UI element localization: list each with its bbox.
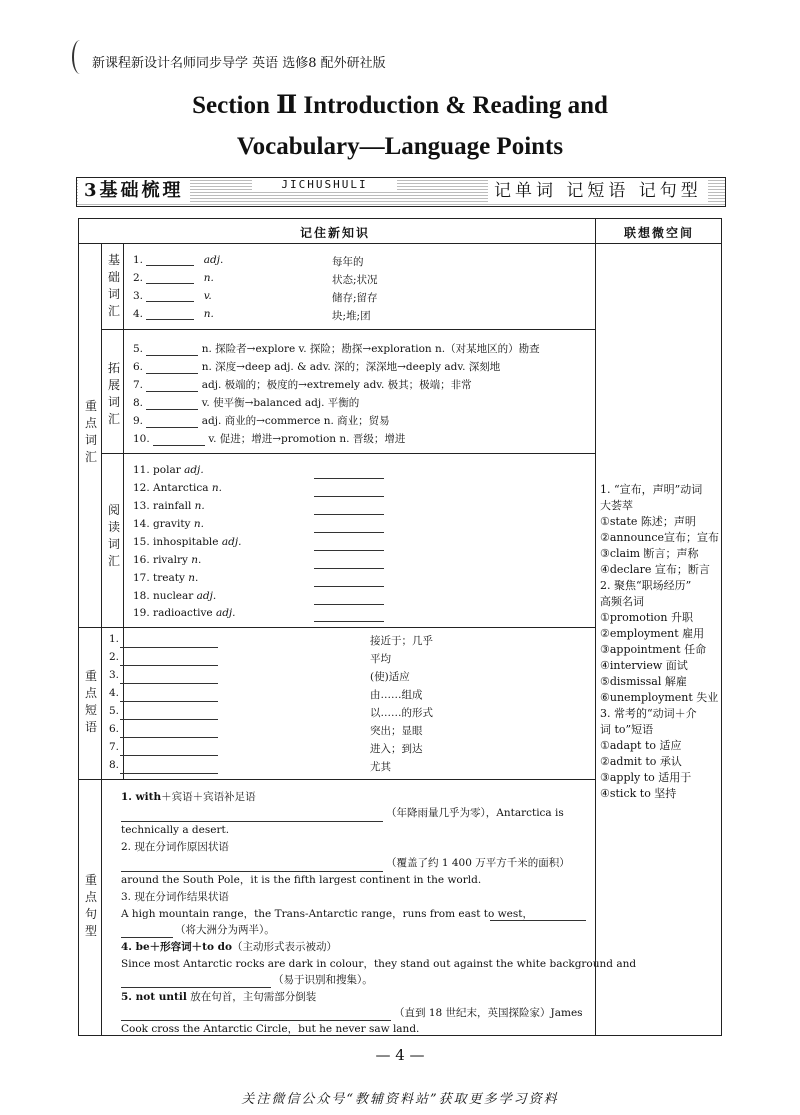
side-note: 高频名词 (600, 595, 644, 608)
phrase-item: 2. (109, 651, 120, 663)
page-number: — 4 — (375, 1046, 425, 1064)
banner-pinyin: JICHUSHULI (252, 178, 397, 192)
reading-item: 12. Antarctica n. (133, 482, 222, 494)
answer-blank[interactable] (121, 987, 271, 988)
answer-blank[interactable] (314, 550, 384, 551)
side-column-header: 联想微空间 (624, 226, 695, 240)
answer-blank[interactable] (146, 373, 198, 374)
side-note: ⑤dismissal 解雇 (600, 675, 687, 688)
phrase-cn: 由……组成 (370, 689, 423, 701)
phrase-item: 1. (109, 633, 120, 645)
sentence-3-head: 3. 现在分词作结果状语 (121, 891, 229, 903)
side-note: 1. “宣布，声明”动词 (600, 483, 703, 496)
basic-item: 4. n. (133, 308, 214, 320)
label-phrases: 重点短语 (84, 669, 97, 734)
side-note: ④interview 面试 (600, 659, 688, 672)
main-column-header: 记住新知识 (300, 226, 371, 240)
section-title-line1: Section Ⅱ Introduction & Reading and (192, 92, 608, 119)
basic-item-cn: 状态;状况 (332, 274, 378, 286)
phrase-cn: 进入；到达 (370, 743, 423, 755)
answer-blank[interactable] (146, 391, 198, 392)
answer-blank[interactable] (314, 586, 384, 587)
phrase-item: 4. (109, 687, 120, 699)
side-note: ③claim 断言；声称 (600, 547, 699, 560)
sentence-3-hint: （将大洲分为两半）。 (175, 924, 275, 936)
label-extend-vocab: 拓展词汇 (107, 361, 120, 426)
answer-blank[interactable] (153, 445, 205, 446)
banner-subtitle: 记单词 记短语 记句型 (488, 179, 708, 203)
side-note: ②announce宣布；宣布 (600, 531, 720, 544)
sentence-2-hint: （覆盖了约 1 400 万平方千米的面积） (386, 857, 570, 869)
answer-blank[interactable] (146, 409, 198, 410)
answer-blank[interactable] (120, 773, 218, 774)
label-sentences: 重点句型 (84, 873, 97, 938)
answer-blank[interactable] (146, 265, 194, 266)
reading-item: 15. inhospitable adj. (133, 536, 242, 548)
label-reading-vocab: 阅读词汇 (107, 503, 120, 568)
answer-blank[interactable] (314, 604, 384, 605)
answer-blank[interactable] (120, 701, 218, 702)
extend-item: 6. n. 深度→deep adj. & adv. 深的；深深地→deeply adv. 深刻地 (133, 361, 501, 373)
side-note: ⑥unemployment 失业 (600, 691, 719, 704)
side-note: ②admit to 承认 (600, 755, 682, 768)
sentence-2-cont: around the South Pole，it is the fifth largest continent in the world. (121, 874, 482, 886)
reading-item: 16. rivalry n. (133, 554, 202, 566)
answer-blank[interactable] (121, 937, 173, 938)
sentence-5-cont: Cook cross the Antarctic Circle，but he never saw land. (121, 1023, 420, 1035)
phrase-item: 3. (109, 669, 120, 681)
sentence-5-hint: （直到 18 世纪末，英国探险家）James (394, 1007, 583, 1019)
phrase-item: 6. (109, 723, 120, 735)
phrase-item: 5. (109, 705, 120, 717)
reading-item: 11. polar adj. (133, 464, 204, 476)
banner-title: 3基础梳理 (78, 179, 190, 203)
footer-note: 关注微信公众号“教辅资料站”获取更多学习资料 (241, 1092, 559, 1107)
side-note: ①adapt to 适应 (600, 739, 682, 752)
reading-item: 19. radioactive adj. (133, 607, 236, 619)
reading-item: 13. rainfall n. (133, 500, 205, 512)
side-note: 2. 聚焦“职场经历” (600, 579, 692, 592)
phrase-item: 8. (109, 759, 120, 771)
sentence-1-hint: （年降雨量几乎为零），Antarctica is (386, 807, 564, 819)
answer-blank[interactable] (120, 665, 218, 666)
running-header: 新课程新设计名师同步导学 英语 选修8 配外研社版 (92, 56, 386, 71)
extend-item: 5. n. 探险者→explore v. 探险；勘探→exploration n.（对某地区的）勘查 (133, 343, 540, 355)
label-key-vocab: 重点词汇 (84, 399, 97, 464)
phrase-cn: 以……的形式 (370, 707, 433, 719)
phrase-cn: (使)适应 (370, 671, 410, 683)
reading-item: 18. nuclear adj. (133, 590, 217, 602)
side-note: 大荟萃 (600, 499, 633, 512)
section-title-line2: Vocabulary—Language Points (236, 133, 564, 160)
answer-blank[interactable] (120, 719, 218, 720)
sentence-4-line: Since most Antarctic rocks are dark in colour，they stand out against the white background and (121, 958, 637, 970)
side-note: ④declare 宣布；断言 (600, 563, 710, 576)
sentence-4-head: 4. be＋形容词＋to do（主动形式表示被动） (121, 941, 337, 953)
sentence-5-head: 5. not until 放在句首，主句需部分倒装 (121, 991, 317, 1003)
basic-item-cn: 块;堆;团 (332, 310, 371, 322)
answer-blank[interactable] (314, 478, 384, 479)
label-basic-vocab: 基础词汇 (107, 253, 120, 318)
side-note: ④stick to 坚持 (600, 787, 677, 800)
reading-item: 17. treaty n. (133, 572, 199, 584)
extend-item: 7. adj. 极端的；极度的→extremely adv. 极其；极端；非常 (133, 379, 472, 391)
answer-blank[interactable] (146, 427, 198, 428)
extend-item: 8. v. 使平衡→balanced adj. 平衡的 (133, 397, 360, 409)
answer-blank[interactable] (120, 683, 218, 684)
basic-item: 3. v. (133, 290, 212, 302)
extend-item: 10. v. 促进；增进→promotion n. 晋级；增进 (133, 433, 406, 445)
sentence-2-head: 2. 现在分词作原因状语 (121, 841, 229, 853)
phrase-cn: 平均 (370, 653, 391, 665)
header-bracket (72, 40, 88, 74)
basic-item: 1. adj. (133, 254, 224, 266)
answer-blank[interactable] (314, 514, 384, 515)
answer-blank[interactable] (314, 568, 384, 569)
phrase-cn: 尤其 (370, 761, 391, 773)
answer-blank[interactable] (146, 319, 194, 320)
phrase-item: 7. (109, 741, 120, 753)
sentence-1-head: 1. with＋宾语＋宾语补足语 (121, 791, 256, 803)
side-note: ③apply to 适用于 (600, 771, 692, 784)
phrase-cn: 接近于；几乎 (370, 635, 433, 647)
answer-blank[interactable] (120, 755, 218, 756)
side-note: ③appointment 任命 (600, 643, 707, 656)
answer-blank[interactable] (314, 621, 384, 622)
side-note: ①promotion 升职 (600, 611, 693, 624)
answer-blank[interactable] (314, 496, 384, 497)
answer-blank[interactable] (314, 532, 384, 533)
basic-item-cn: 储存;留存 (332, 292, 378, 304)
side-note: 3. 常考的“动词＋介 (600, 707, 697, 720)
phrase-cn: 突出；显眼 (370, 725, 423, 737)
sentence-4-hint: （易于识别和搜集）。 (273, 974, 373, 986)
side-note: ①state 陈述；声明 (600, 515, 696, 528)
side-note: 词 to”短语 (600, 723, 654, 736)
basic-item-cn: 每年的 (332, 256, 364, 268)
extend-item: 9. adj. 商业的→commerce n. 商业；贸易 (133, 415, 390, 427)
sentence-3-line: A high mountain range，the Trans-Antarctic range，runs from east to west， (121, 908, 533, 920)
side-notes (600, 482, 718, 802)
reading-item: 14. gravity n. (133, 518, 204, 530)
answer-blank[interactable] (120, 647, 218, 648)
side-note: ②employment 雇用 (600, 627, 705, 640)
answer-blank[interactable] (120, 737, 218, 738)
basic-item: 2. n. (133, 272, 214, 284)
answer-blank[interactable] (146, 301, 194, 302)
answer-blank[interactable] (146, 355, 198, 356)
answer-blank[interactable] (490, 920, 586, 921)
answer-blank[interactable] (146, 283, 194, 284)
sentence-1-cont: technically a desert. (121, 824, 230, 836)
